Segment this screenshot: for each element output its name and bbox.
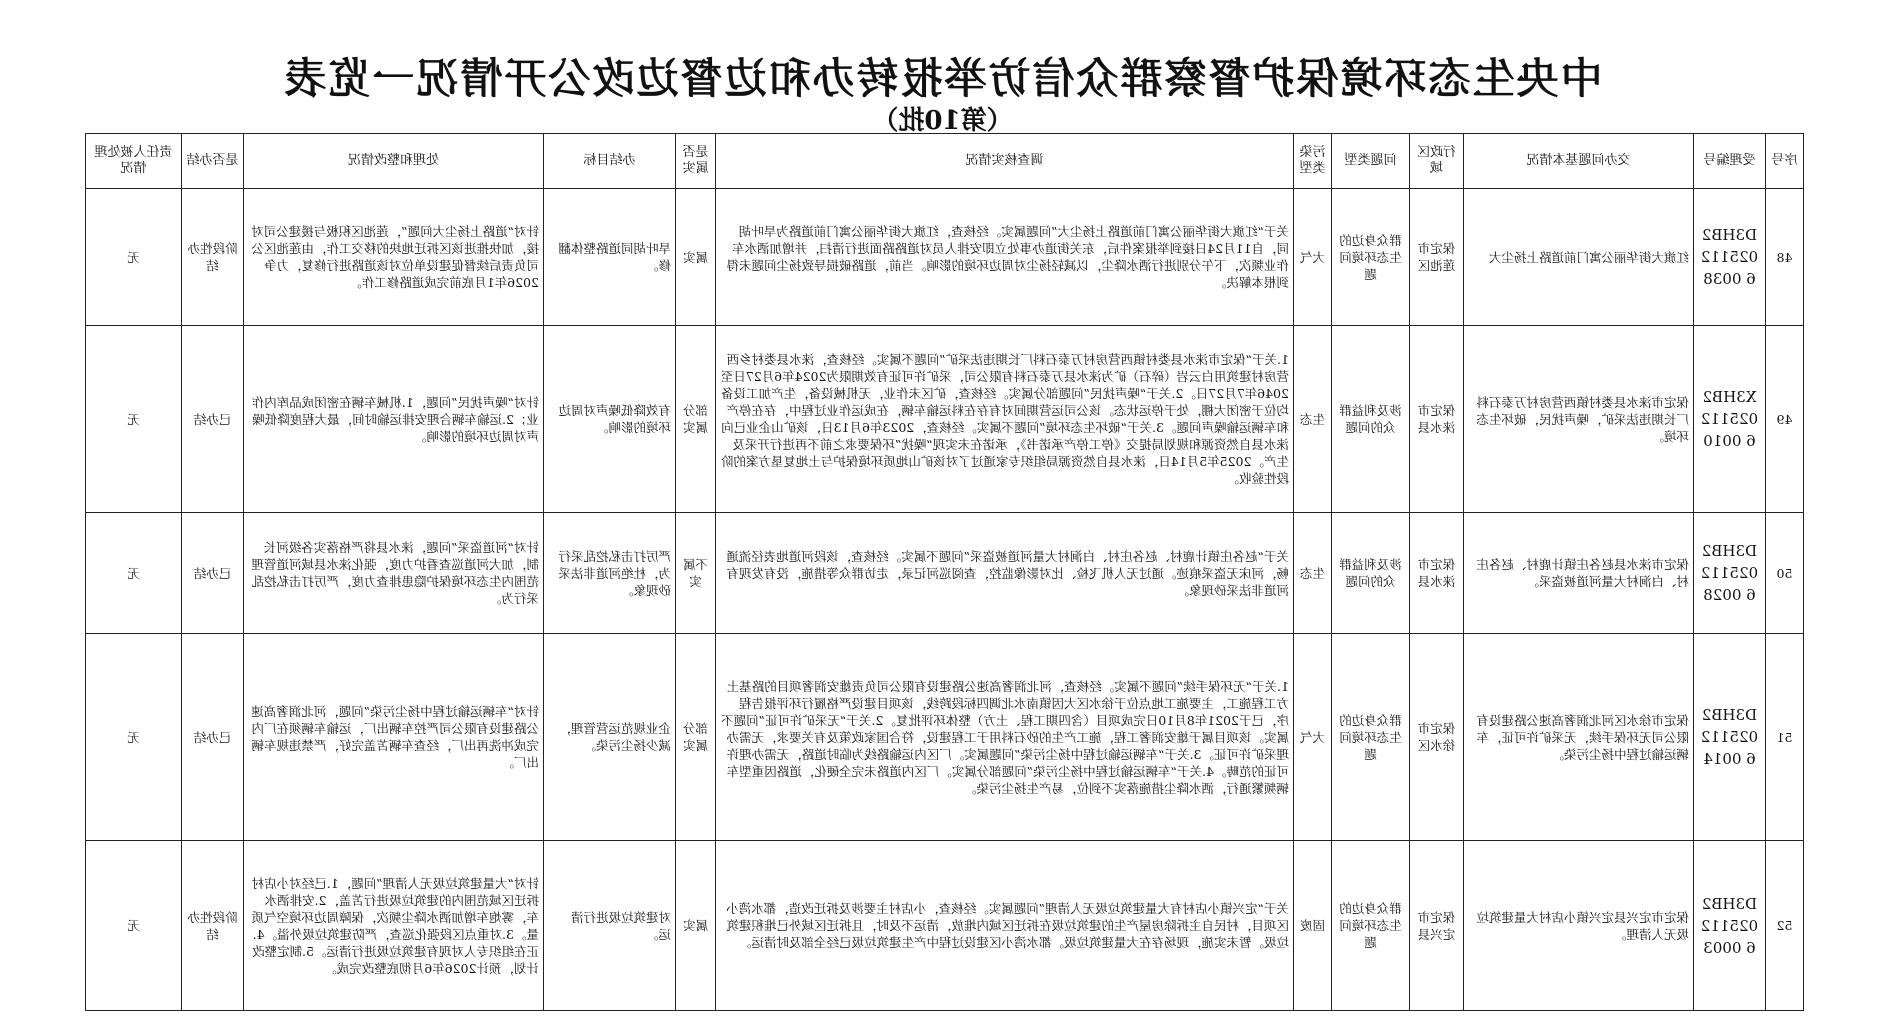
cell-no: 51 <box>1766 634 1804 841</box>
cell-code: D3HB20251126 0003 <box>1694 841 1766 1011</box>
cell-closed: 阶段性办结 <box>182 841 244 1011</box>
table-row <box>86 841 1804 1011</box>
col-header-closed: 是否办结 <box>182 134 244 189</box>
cell-region: 保定市定兴县 <box>1410 841 1464 1011</box>
cell-accountability: 无 <box>86 189 182 326</box>
cell-goal: 有效降低噪声对周边环境的影响。 <box>544 326 676 513</box>
cell-goal: 对建筑垃圾进行清运。 <box>544 841 676 1011</box>
cell-code: D3HB20251126 0028 <box>1694 513 1766 634</box>
cell-no: 48 <box>1766 189 1804 326</box>
cell-pollution: 固废 <box>1294 841 1332 1011</box>
cell-handling: 针对“河道盗采”问题，涞水县将严格落实各级河长制，加大河道巡查看护力度，强化涞水县域河道管理范围内生态环境保护隐患排查力度，严厉打击私挖乱采行为。 <box>244 513 544 634</box>
col-header-code: 受理编号 <box>1694 134 1766 189</box>
cell-closed: 阶段性办结 <box>182 189 244 326</box>
cell-handling: 针对“车辆运输过程中扬尘污染”问题，河北润奢高速公路建设有限公司严控车辆出厂，运输车辆须在厂内完成冲洗再出厂，经查车辆苫盖完好，严禁违规车辆出厂。 <box>244 634 544 841</box>
table-row <box>86 634 1804 841</box>
cell-handling: 针对“大量建筑垃圾无人清理”问题，1.已经对小店村拆迁区域范围内的建筑垃圾进行苫盖，2.安排洒水车，雾炮车增加洒水降尘频次，保障周边环境空气质量。3.对重点区段强化巡查，严防建筑垃圾外溢。4.正在组织专人对现有建筑垃圾进行清运。5.制定整改计划，预计2026年6月彻底整改完成。 <box>244 841 544 1011</box>
cell-region: 保定市涞水县 <box>1410 326 1464 513</box>
cell-region: 保定市莲池区 <box>1410 189 1464 326</box>
col-header-region: 行政区域 <box>1410 134 1464 189</box>
cell-goal: 企业规范运营管理，减少扬尘污染。 <box>544 634 676 841</box>
cell-pollution: 生态 <box>1294 326 1332 513</box>
table-header-row <box>86 134 1804 189</box>
cell-issue: 保定市涞水县娄村镇西营房村万泰石料厂长期违法采矿，噪声扰民，破坏生态环境。 <box>1464 326 1694 513</box>
cell-closed: 已办结 <box>182 513 244 634</box>
cell-verified: 部分属实 <box>676 634 716 841</box>
cell-verified: 属实 <box>676 841 716 1011</box>
cell-region: 保定市徐水区 <box>1410 634 1464 841</box>
table-row <box>86 326 1804 513</box>
cell-no: 52 <box>1766 841 1804 1011</box>
col-header-issue: 交办问题基本情况 <box>1464 134 1694 189</box>
cell-investigation: 关于“红旗大街华丽公寓门前道路上扬尘大”问题属实。经核查，红旗大街华丽公寓门前道路为旱叶胡同，自11月24日接到举报案件后，东关街道办事处立即安排人员对道路路面进行清扫，并增加洒水车作业频次，下午分别进行洒水降尘，以减轻扬尘对周边环境的影响。当前，道路破损导致扬尘问题未得到根本解决。 <box>716 189 1294 326</box>
document-title: 中央生态环境保护督察群众信访举报转办和边督边改公开情况一览表 <box>282 54 1603 103</box>
cell-type: 涉及利益群众的问题 <box>1332 326 1410 513</box>
cell-pollution: 大气 <box>1294 189 1332 326</box>
table-row <box>86 513 1804 634</box>
cell-investigation: 1.关于“无环保手续”问题不属实。经核查，河北润奢高速公路建设有限公司负责雄安润奢项目的路基土方工程施工，主要施工地点位于徐水区大因镇南水北调四标段跨线，该项目建设严格履行环评报告程序，已于2021年8月10日完成项目（含四期工程、土方）整体环评批复。2.关于“无采矿许可证”问题不属实。该项目属于雄安润奢工程，施工产生的砂石料用于工程建设，符合国家政策及有关要求，无需办理采矿许可证。3.关于“车辆运输过程中扬尘污染”问题属实。厂区内运输路线为临时道路，无需办理许可证的范畴。4.关于“车辆运输过程中扬尘污染”问题部分属实。厂区内道路未完全硬化，道路因重型车辆频繁通行，洒水降尘措施落实不到位，易产生扬尘污染。 <box>716 634 1294 841</box>
cell-region: 保定市涞水县 <box>1410 513 1464 634</box>
cell-handling: 针对“道路上扬尘大问题”，莲池区积极与援建公司对接，加快推进该区拆迁地块的移交工作，由莲池区公司负责后续督促建设单位对该道路进行修复，力争2026年1月底前完成道路修工作。 <box>244 189 544 326</box>
cell-issue: 保定市徐水区河北润奢高速公路建设有限公司无环保手续，无采矿许可证，车辆运输过程中扬尘污染。 <box>1464 634 1694 841</box>
cell-accountability: 无 <box>86 841 182 1011</box>
cell-no: 50 <box>1766 513 1804 634</box>
cell-issue: 保定市涞水县赵各庄镇计鹿村、赵各庄村、白涧村大量河道被盗采。 <box>1464 513 1694 634</box>
cell-investigation: 关于“赵各庄镇计鹿村、赵各庄村、白涧村大量河道被盗采”问题不属实。经核查，该段河道地表径流通畅，河床无盗采痕迹。通过无人机飞检、比对影像监控，查阅巡河记录，走访群众等措施，没有发现有河道非法采砂现象。 <box>716 513 1294 634</box>
table-row <box>86 189 1804 326</box>
cell-code: D3HB20251126 0038 <box>1694 189 1766 326</box>
col-header-goal: 办结目标 <box>544 134 676 189</box>
cell-handling: 针对“噪声扰民”问题，1.机械车辆在密闭成品库内作业；2.运输车辆合理安排运输时间，最大程度降低噪声对周边环境的影响。 <box>244 326 544 513</box>
cell-investigation: 关于“定兴镇小店村有大量建筑垃圾无人清理”问题属实。经核查，小店村主要涉及拆迁改造，都水湾小区项目，村民自主拆除房屋产生的建筑垃圾在拆迁区域内堆放，清运不及时，且拆迁区域外已堆积建筑垃圾。暂未实施，现场存在大量建筑垃圾。都水湾小区建设过程中产生建筑垃圾已经全部及时清运。 <box>716 841 1294 1011</box>
report-table-wrapper <box>86 133 1804 1011</box>
col-header-type: 问题类型 <box>1332 134 1410 189</box>
cell-code: D3HB20251126 0014 <box>1694 634 1766 841</box>
report-table <box>85 133 1804 1011</box>
cell-pollution: 大气 <box>1294 634 1332 841</box>
cell-verified: 部分属实 <box>676 326 716 513</box>
cell-issue: 红旗大街华丽公寓门前道路上扬尘大 <box>1464 189 1694 326</box>
cell-goal: 旱叶胡同道路整体翻修。 <box>544 189 676 326</box>
batch-subtitle: （第10批） <box>872 106 1013 136</box>
cell-no: 49 <box>1766 326 1804 513</box>
cell-investigation: 1.关于“保定市涞水县娄村镇西营房村万泰石料厂长期违法采矿”问题不属实。经核查，涞水县娄村乡西营房村建筑用白云岩（碎石）矿为涞水县万泰石料有限公司，采矿许可证有效期限为2024年6月27日至2046年7月27日。2.关于“噪声扰民”问题部分属实。经核查，矿区未作业，无机械设备，生产加工设备均位于密闭大棚，处于停运状态。该公司运营期间对有存在料运输车辆，在成运作业过程中，存在停产和车辆运输噪声问题。3.关于“破坏生态环境”问题不属实。经核查，2023年6月13日，该矿山企业已向涞水县自然资源和规划局提交《停工停产承诺书》，承诺在未实现“噪扰”环保要求之前不再进行开采及生产。2025年5月14日，涞水县自然资源局组织专家通过了对该矿山地质环境保护与土地复垦方案的阶段性验收。 <box>716 326 1294 513</box>
cell-issue: 保定市定兴县定兴镇小店村大量建筑垃圾无人清理。 <box>1464 841 1694 1011</box>
cell-accountability: 无 <box>86 634 182 841</box>
cell-type: 群众身边的生态环境问题 <box>1332 634 1410 841</box>
cell-pollution: 生态 <box>1294 513 1332 634</box>
col-header-pollution: 污染类型 <box>1294 134 1332 189</box>
col-header-accountability: 责任人被处理情况 <box>86 134 182 189</box>
cell-closed: 已办结 <box>182 326 244 513</box>
cell-verified: 不属实 <box>676 513 716 634</box>
cell-goal: 严厉打击私挖乱采行为，杜绝河道非法采砂现象。 <box>544 513 676 634</box>
cell-accountability: 无 <box>86 513 182 634</box>
col-header-handling: 处理和整改情况 <box>244 134 544 189</box>
cell-verified: 属实 <box>676 189 716 326</box>
col-header-verified: 是否属实 <box>676 134 716 189</box>
col-header-investigation: 调查核实情况 <box>716 134 1294 189</box>
cell-type: 涉及利益群众的问题 <box>1332 513 1410 634</box>
cell-type: 群众身边的生态环境问题 <box>1332 841 1410 1011</box>
cell-type: 群众身边的生态环境问题 <box>1332 189 1410 326</box>
cell-code: X3HB20251126 0010 <box>1694 326 1766 513</box>
col-header-no: 序号 <box>1766 134 1804 189</box>
cell-accountability: 无 <box>86 326 182 513</box>
cell-closed: 已办结 <box>182 634 244 841</box>
